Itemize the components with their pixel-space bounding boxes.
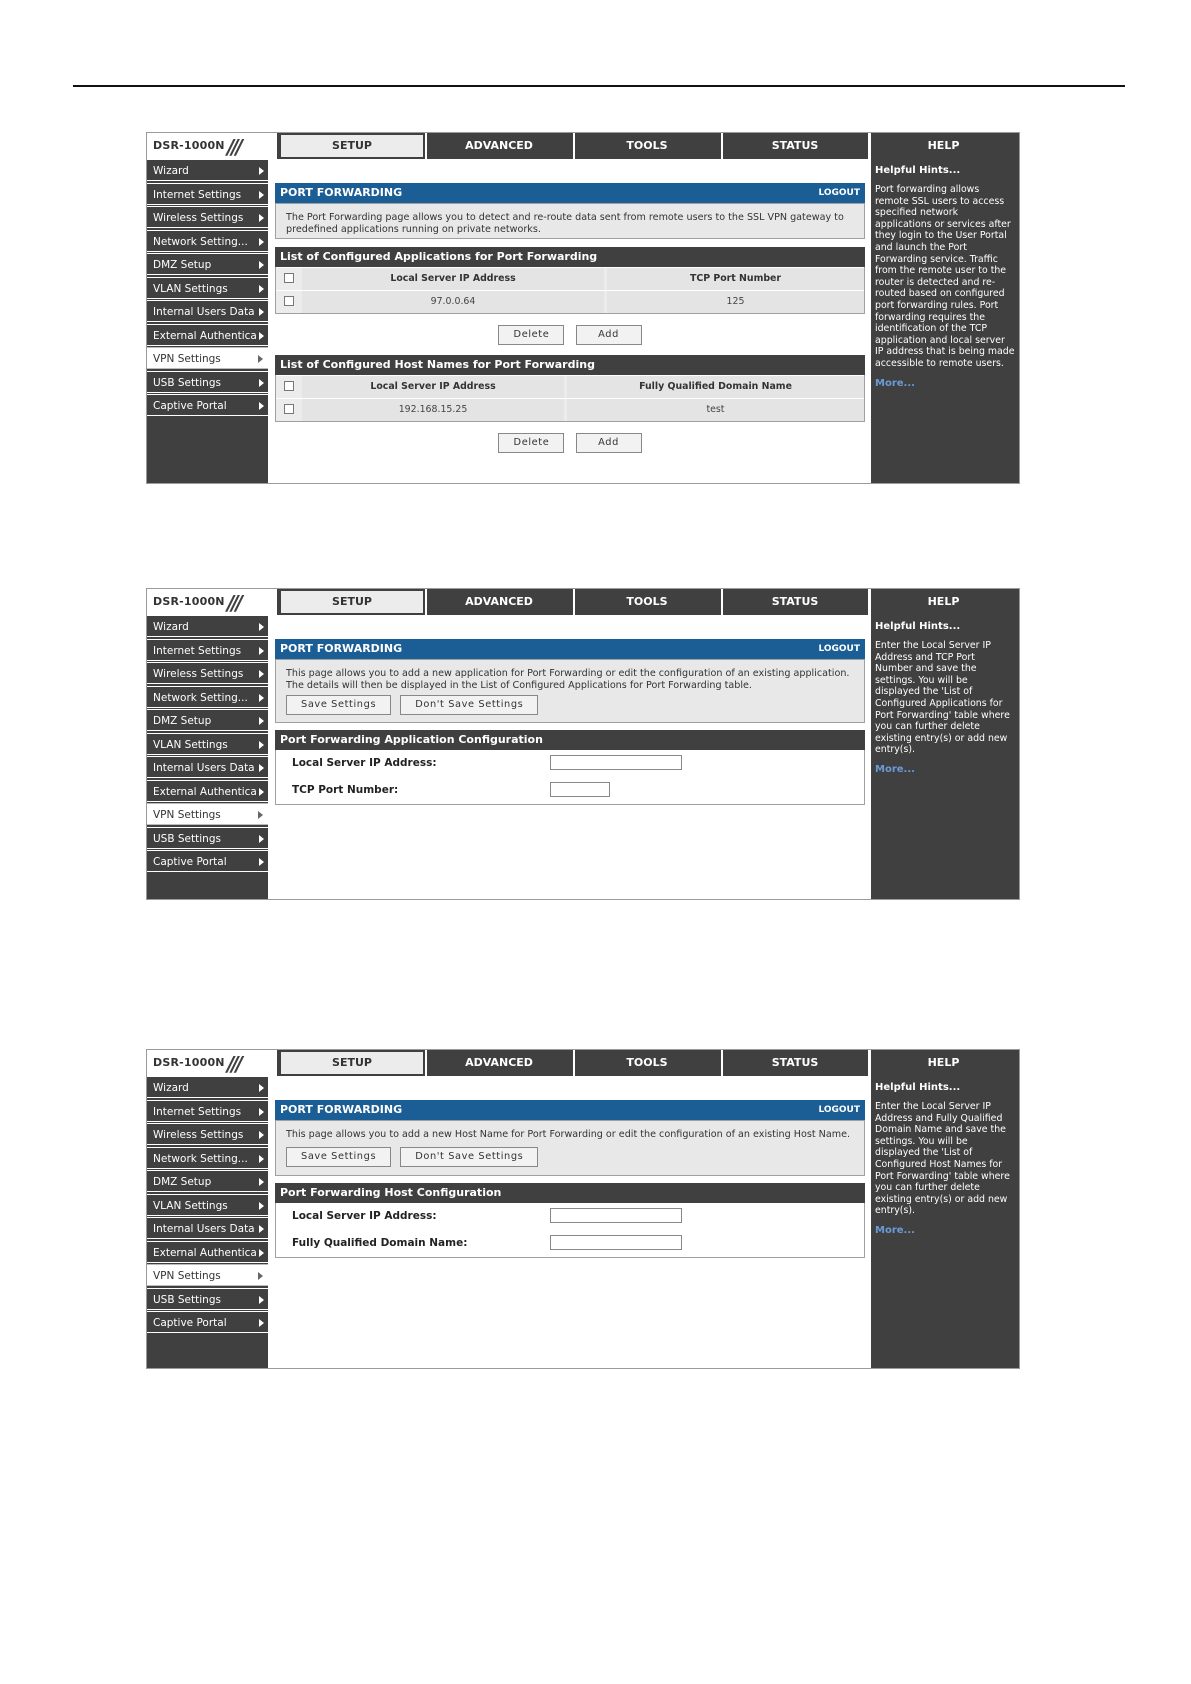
tab-help[interactable]: HELP — [868, 133, 1016, 159]
main-content — [275, 1076, 865, 1368]
apps-buttons — [275, 322, 865, 345]
sidebar-item-vpn-settings[interactable] — [147, 803, 268, 825]
sidebar-item-label: External Authentica — [153, 785, 257, 798]
sidebar-item-wizard[interactable] — [147, 1076, 268, 1098]
tab-advanced[interactable]: ADVANCED — [425, 1050, 571, 1076]
port-cell: 125 — [607, 291, 864, 313]
page-header — [275, 183, 865, 203]
form-row — [276, 777, 864, 804]
arrow-right-icon — [259, 1225, 264, 1233]
select-all-checkbox[interactable] — [284, 273, 294, 283]
arrow-right-icon — [259, 402, 264, 410]
arrow-right-icon — [259, 858, 264, 866]
sidebar-item-network-setting[interactable] — [147, 686, 268, 708]
sidebar-item-internet-settings[interactable] — [147, 183, 268, 205]
help-text: Port forwarding allows remote SSL users to access specified network applications or services after they login to the User Portal and launch the Port Forwarding service. Traffic from the remote user to the router is detected and re-routed based on configured port forwarding rules. Port forwarding requires the identification of the TCP application and local server IP address that is being made accessible to remote users. — [875, 184, 1015, 369]
sidebar-item-dmz-setup[interactable] — [147, 253, 268, 275]
tab-advanced[interactable]: ADVANCED — [425, 589, 571, 615]
column-header: Local Server IP Address — [302, 268, 604, 290]
form-row — [276, 750, 864, 777]
apps-section-title: List of Configured Applications for Port Forwarding — [275, 247, 865, 267]
sidebar-item-internal-users-data[interactable] — [147, 756, 268, 778]
hosts-buttons — [275, 430, 865, 453]
brand-logo — [147, 1050, 279, 1076]
local-server-ip-label: Local Server IP Address: — [292, 1210, 437, 1222]
page-description-box — [275, 1120, 865, 1176]
sidebar-item-external-authentica[interactable] — [147, 324, 268, 346]
sidebar-item-label: VLAN Settings — [153, 1199, 228, 1212]
help-panel — [871, 159, 1019, 483]
sidebar-item-internal-users-data[interactable] — [147, 1217, 268, 1239]
local-server-ip-label: Local Server IP Address: — [292, 757, 437, 769]
tab-tools[interactable]: TOOLS — [573, 133, 719, 159]
sidebar-item-label: Wireless Settings — [153, 668, 244, 680]
config-form — [275, 1203, 865, 1258]
arrow-right-icon — [259, 1296, 264, 1304]
sidebar-item-wizard[interactable] — [147, 615, 268, 637]
sidebar-item-label: Internet Settings — [153, 644, 242, 657]
arrow-right-icon — [259, 355, 264, 363]
help-title: Helpful Hints... — [875, 621, 961, 632]
page-description: This page allows you to add a new application for Port Forwarding or edit the configuration of an existing application. The details will then be displayed in the List of Configured Applications for Port Forwarding table. — [286, 668, 850, 691]
sidebar-item-label: USB Settings — [153, 376, 221, 389]
arrow-right-icon — [259, 717, 264, 725]
sidebar-item-label: Internal Users Data — [153, 306, 255, 318]
tab-status[interactable]: STATUS — [721, 589, 867, 615]
sidebar-item-network-setting[interactable] — [147, 1147, 268, 1169]
main-content — [275, 159, 865, 483]
brand-name: DSR-1000N — [153, 1056, 225, 1069]
tab-help[interactable]: HELP — [868, 589, 1016, 615]
form-row — [276, 1230, 864, 1257]
sidebar-item-wireless-settings[interactable] — [147, 662, 268, 684]
sidebar-item-usb-settings[interactable] — [147, 827, 268, 849]
arrow-right-icon — [259, 214, 264, 222]
page-header — [275, 639, 865, 659]
apps-table — [275, 267, 865, 314]
tab-status[interactable]: STATUS — [721, 1050, 867, 1076]
arrow-right-icon — [259, 1272, 264, 1280]
arrow-right-icon — [259, 1319, 264, 1327]
sidebar-item-vlan-settings[interactable] — [147, 1194, 268, 1216]
sidebar-item-captive-portal[interactable] — [147, 394, 268, 416]
sidebar-item-wireless-settings[interactable] — [147, 206, 268, 228]
sidebar-item-label: USB Settings — [153, 1293, 221, 1306]
arrow-right-icon — [259, 764, 264, 772]
section-title: Port Forwarding Application Configuration — [275, 730, 865, 750]
more-link[interactable]: More... — [875, 763, 915, 775]
sidebar-item-vpn-settings[interactable] — [147, 347, 268, 369]
tab-tools[interactable]: TOOLS — [573, 1050, 719, 1076]
page-title: PORT FORWARDING — [280, 642, 403, 655]
page-title: PORT FORWARDING — [280, 1103, 403, 1116]
tab-tools[interactable]: TOOLS — [573, 589, 719, 615]
sidebar-item-dmz-setup[interactable] — [147, 1170, 268, 1192]
top-nav — [147, 133, 1019, 159]
arrow-right-icon — [259, 1155, 264, 1163]
arrow-right-icon — [259, 261, 264, 269]
logout-link[interactable]: LOGOUT — [818, 188, 860, 198]
screenshot-application-config — [146, 588, 1020, 900]
column-header: Fully Qualified Domain Name — [567, 376, 864, 398]
sidebar-item-dmz-setup[interactable] — [147, 709, 268, 731]
sidebar-item-label: Wizard — [153, 1082, 189, 1094]
sidebar-item-vlan-settings[interactable] — [147, 733, 268, 755]
sidebar-item-wireless-settings[interactable] — [147, 1123, 268, 1145]
fqdn-input[interactable] — [550, 1235, 682, 1250]
help-panel — [871, 615, 1019, 899]
config-form — [275, 750, 865, 805]
sidebar-item-label: Wizard — [153, 621, 189, 633]
add-button[interactable]: Add — [576, 325, 642, 345]
screenshot-port-forwarding-list — [146, 132, 1020, 484]
top-nav — [147, 1050, 1019, 1076]
sidebar — [147, 1076, 268, 1368]
sidebar-item-vlan-settings[interactable] — [147, 277, 268, 299]
brand-name: DSR-1000N — [153, 139, 225, 152]
sidebar-item-label: Wireless Settings — [153, 212, 244, 224]
tab-setup[interactable]: SETUP — [279, 133, 425, 159]
form-actions — [283, 1147, 854, 1167]
arrow-right-icon — [259, 647, 264, 655]
arrow-right-icon — [259, 1202, 264, 1210]
sidebar-item-label: VLAN Settings — [153, 282, 228, 295]
sidebar-item-label: Internet Settings — [153, 1105, 242, 1118]
form-row — [276, 1203, 864, 1230]
domain-cell: test — [567, 399, 864, 421]
page-description-box — [275, 659, 865, 723]
help-panel — [871, 1076, 1019, 1368]
sidebar-item-label: External Authentica — [153, 329, 257, 342]
hosts-table — [275, 375, 865, 422]
sidebar-item-label: Wireless Settings — [153, 1129, 244, 1141]
page-description: The Port Forwarding page allows you to detect and re-route data sent from remote users to the SSL VPN gateway to predefined applications running on private networks. — [275, 203, 865, 239]
local-server-ip-input[interactable] — [550, 1208, 682, 1223]
arrow-right-icon — [259, 308, 264, 316]
arrow-right-icon — [259, 1108, 264, 1116]
arrow-right-icon — [259, 835, 264, 843]
save-settings-button[interactable]: Save Settings — [286, 1147, 391, 1167]
sidebar-item-external-authentica[interactable] — [147, 780, 268, 802]
sidebar-item-usb-settings[interactable] — [147, 371, 268, 393]
sidebar-item-label: Captive Portal — [153, 856, 227, 868]
dont-save-settings-button[interactable]: Don't Save Settings — [400, 695, 538, 715]
logout-link[interactable]: LOGOUT — [818, 644, 860, 654]
save-settings-button[interactable]: Save Settings — [286, 695, 391, 715]
form-actions — [283, 695, 854, 715]
arrow-right-icon — [259, 379, 264, 387]
arrow-right-icon — [259, 1084, 264, 1092]
sidebar-item-label: Internal Users Data — [153, 1223, 255, 1235]
help-text: Enter the Local Server IP Address and Fully Qualified Domain Name and save the settings. You will be displayed the 'List of Configured Host Names for Port Forwarding' table where you can further delete existing entry(s) or add new entry(s). — [875, 1101, 1010, 1217]
arrow-right-icon — [259, 332, 264, 340]
help-title: Helpful Hints... — [875, 165, 961, 176]
sidebar-item-internal-users-data[interactable] — [147, 300, 268, 322]
arrow-right-icon — [259, 167, 264, 175]
page-top-rule — [73, 85, 1125, 87]
tab-setup[interactable]: SETUP — [279, 589, 425, 615]
sidebar-item-label: Network Setting... — [153, 235, 248, 248]
sidebar — [147, 159, 268, 483]
delete-button[interactable]: Delete — [498, 325, 564, 345]
tab-advanced[interactable]: ADVANCED — [425, 133, 571, 159]
sidebar-item-label: Internet Settings — [153, 188, 242, 201]
tab-status[interactable]: STATUS — [721, 133, 867, 159]
row-checkbox[interactable] — [284, 296, 294, 306]
sidebar-item-label: Wizard — [153, 165, 189, 177]
brand-name: DSR-1000N — [153, 595, 225, 608]
sidebar-item-label: VPN Settings — [153, 1270, 221, 1282]
tcp-port-label: TCP Port Number: — [292, 784, 399, 796]
ip-cell: 97.0.0.64 — [302, 291, 604, 313]
sidebar-item-network-setting[interactable] — [147, 230, 268, 252]
page-title: PORT FORWARDING — [280, 186, 403, 199]
page-header — [275, 1100, 865, 1120]
brand-logo — [147, 133, 279, 159]
tcp-port-input[interactable] — [550, 782, 610, 797]
select-all-checkbox[interactable] — [284, 381, 294, 391]
page-description: This page allows you to add a new Host Name for Port Forwarding or edit the configuration of an existing Host Name. — [286, 1129, 851, 1140]
brand-slash-icon: /// — [227, 591, 240, 615]
sidebar-item-label: USB Settings — [153, 832, 221, 845]
top-nav — [147, 589, 1019, 615]
sidebar-item-wizard[interactable] — [147, 159, 268, 181]
arrow-right-icon — [259, 191, 264, 199]
column-header: TCP Port Number — [607, 268, 864, 290]
arrow-right-icon — [259, 1249, 264, 1257]
sidebar-item-label: Network Setting... — [153, 691, 248, 704]
arrow-right-icon — [259, 670, 264, 678]
sidebar-item-internet-settings[interactable] — [147, 639, 268, 661]
sidebar-item-label: VPN Settings — [153, 809, 221, 821]
more-link[interactable]: More... — [875, 1224, 915, 1236]
table-header-row — [276, 375, 864, 398]
row-checkbox[interactable] — [284, 404, 294, 414]
brand-logo — [147, 589, 279, 615]
local-server-ip-input[interactable] — [550, 755, 682, 770]
logout-link[interactable]: LOGOUT — [818, 1105, 860, 1115]
screenshot-host-config — [146, 1049, 1020, 1369]
delete-button[interactable]: Delete — [498, 433, 564, 453]
sidebar — [147, 615, 268, 899]
sidebar-item-label: Network Setting... — [153, 1152, 248, 1165]
sidebar-item-label: Internal Users Data — [153, 762, 255, 774]
help-text: Enter the Local Server IP Address and TCP Port Number and save the settings. You will be displayed the 'List of Configured Applications for Port Forwarding' table where you can further delete existing entry(s) or add new entry(s). — [875, 640, 1010, 756]
arrow-right-icon — [259, 1178, 264, 1186]
sidebar-item-label: DMZ Setup — [153, 259, 212, 271]
more-link[interactable]: More... — [875, 377, 915, 389]
ip-cell: 192.168.15.25 — [302, 399, 564, 421]
sidebar-item-vpn-settings[interactable] — [147, 1264, 268, 1286]
section-title: Port Forwarding Host Configuration — [275, 1183, 865, 1203]
sidebar-item-label: DMZ Setup — [153, 1176, 212, 1188]
sidebar-item-captive-portal[interactable] — [147, 850, 268, 872]
sidebar-item-label: Captive Portal — [153, 1317, 227, 1329]
sidebar-item-label: External Authentica — [153, 1246, 257, 1259]
sidebar-item-label: VLAN Settings — [153, 738, 228, 751]
arrow-right-icon — [259, 811, 264, 819]
tab-setup[interactable]: SETUP — [279, 1050, 425, 1076]
sidebar-item-external-authentica[interactable] — [147, 1241, 268, 1263]
arrow-right-icon — [259, 694, 264, 702]
sidebar-item-label: DMZ Setup — [153, 715, 212, 727]
arrow-right-icon — [259, 623, 264, 631]
tab-help[interactable]: HELP — [868, 1050, 1016, 1076]
arrow-right-icon — [259, 285, 264, 293]
sidebar-item-usb-settings[interactable] — [147, 1288, 268, 1310]
sidebar-item-label: Captive Portal — [153, 400, 227, 412]
add-button[interactable]: Add — [576, 433, 642, 453]
fqdn-label: Fully Qualified Domain Name: — [292, 1237, 468, 1249]
arrow-right-icon — [259, 741, 264, 749]
table-row — [276, 398, 864, 421]
sidebar-item-internet-settings[interactable] — [147, 1100, 268, 1122]
arrow-right-icon — [259, 1131, 264, 1139]
table-row — [276, 290, 864, 313]
help-title: Helpful Hints... — [875, 1082, 961, 1093]
sidebar-item-label: VPN Settings — [153, 353, 221, 365]
main-content — [275, 615, 865, 899]
dont-save-settings-button[interactable]: Don't Save Settings — [400, 1147, 538, 1167]
sidebar-item-captive-portal[interactable] — [147, 1311, 268, 1333]
arrow-right-icon — [259, 238, 264, 246]
arrow-right-icon — [259, 788, 264, 796]
table-header-row — [276, 267, 864, 290]
brand-slash-icon: /// — [227, 135, 240, 159]
brand-slash-icon: /// — [227, 1052, 240, 1076]
column-header: Local Server IP Address — [302, 376, 564, 398]
hosts-section-title: List of Configured Host Names for Port Forwarding — [275, 355, 865, 375]
